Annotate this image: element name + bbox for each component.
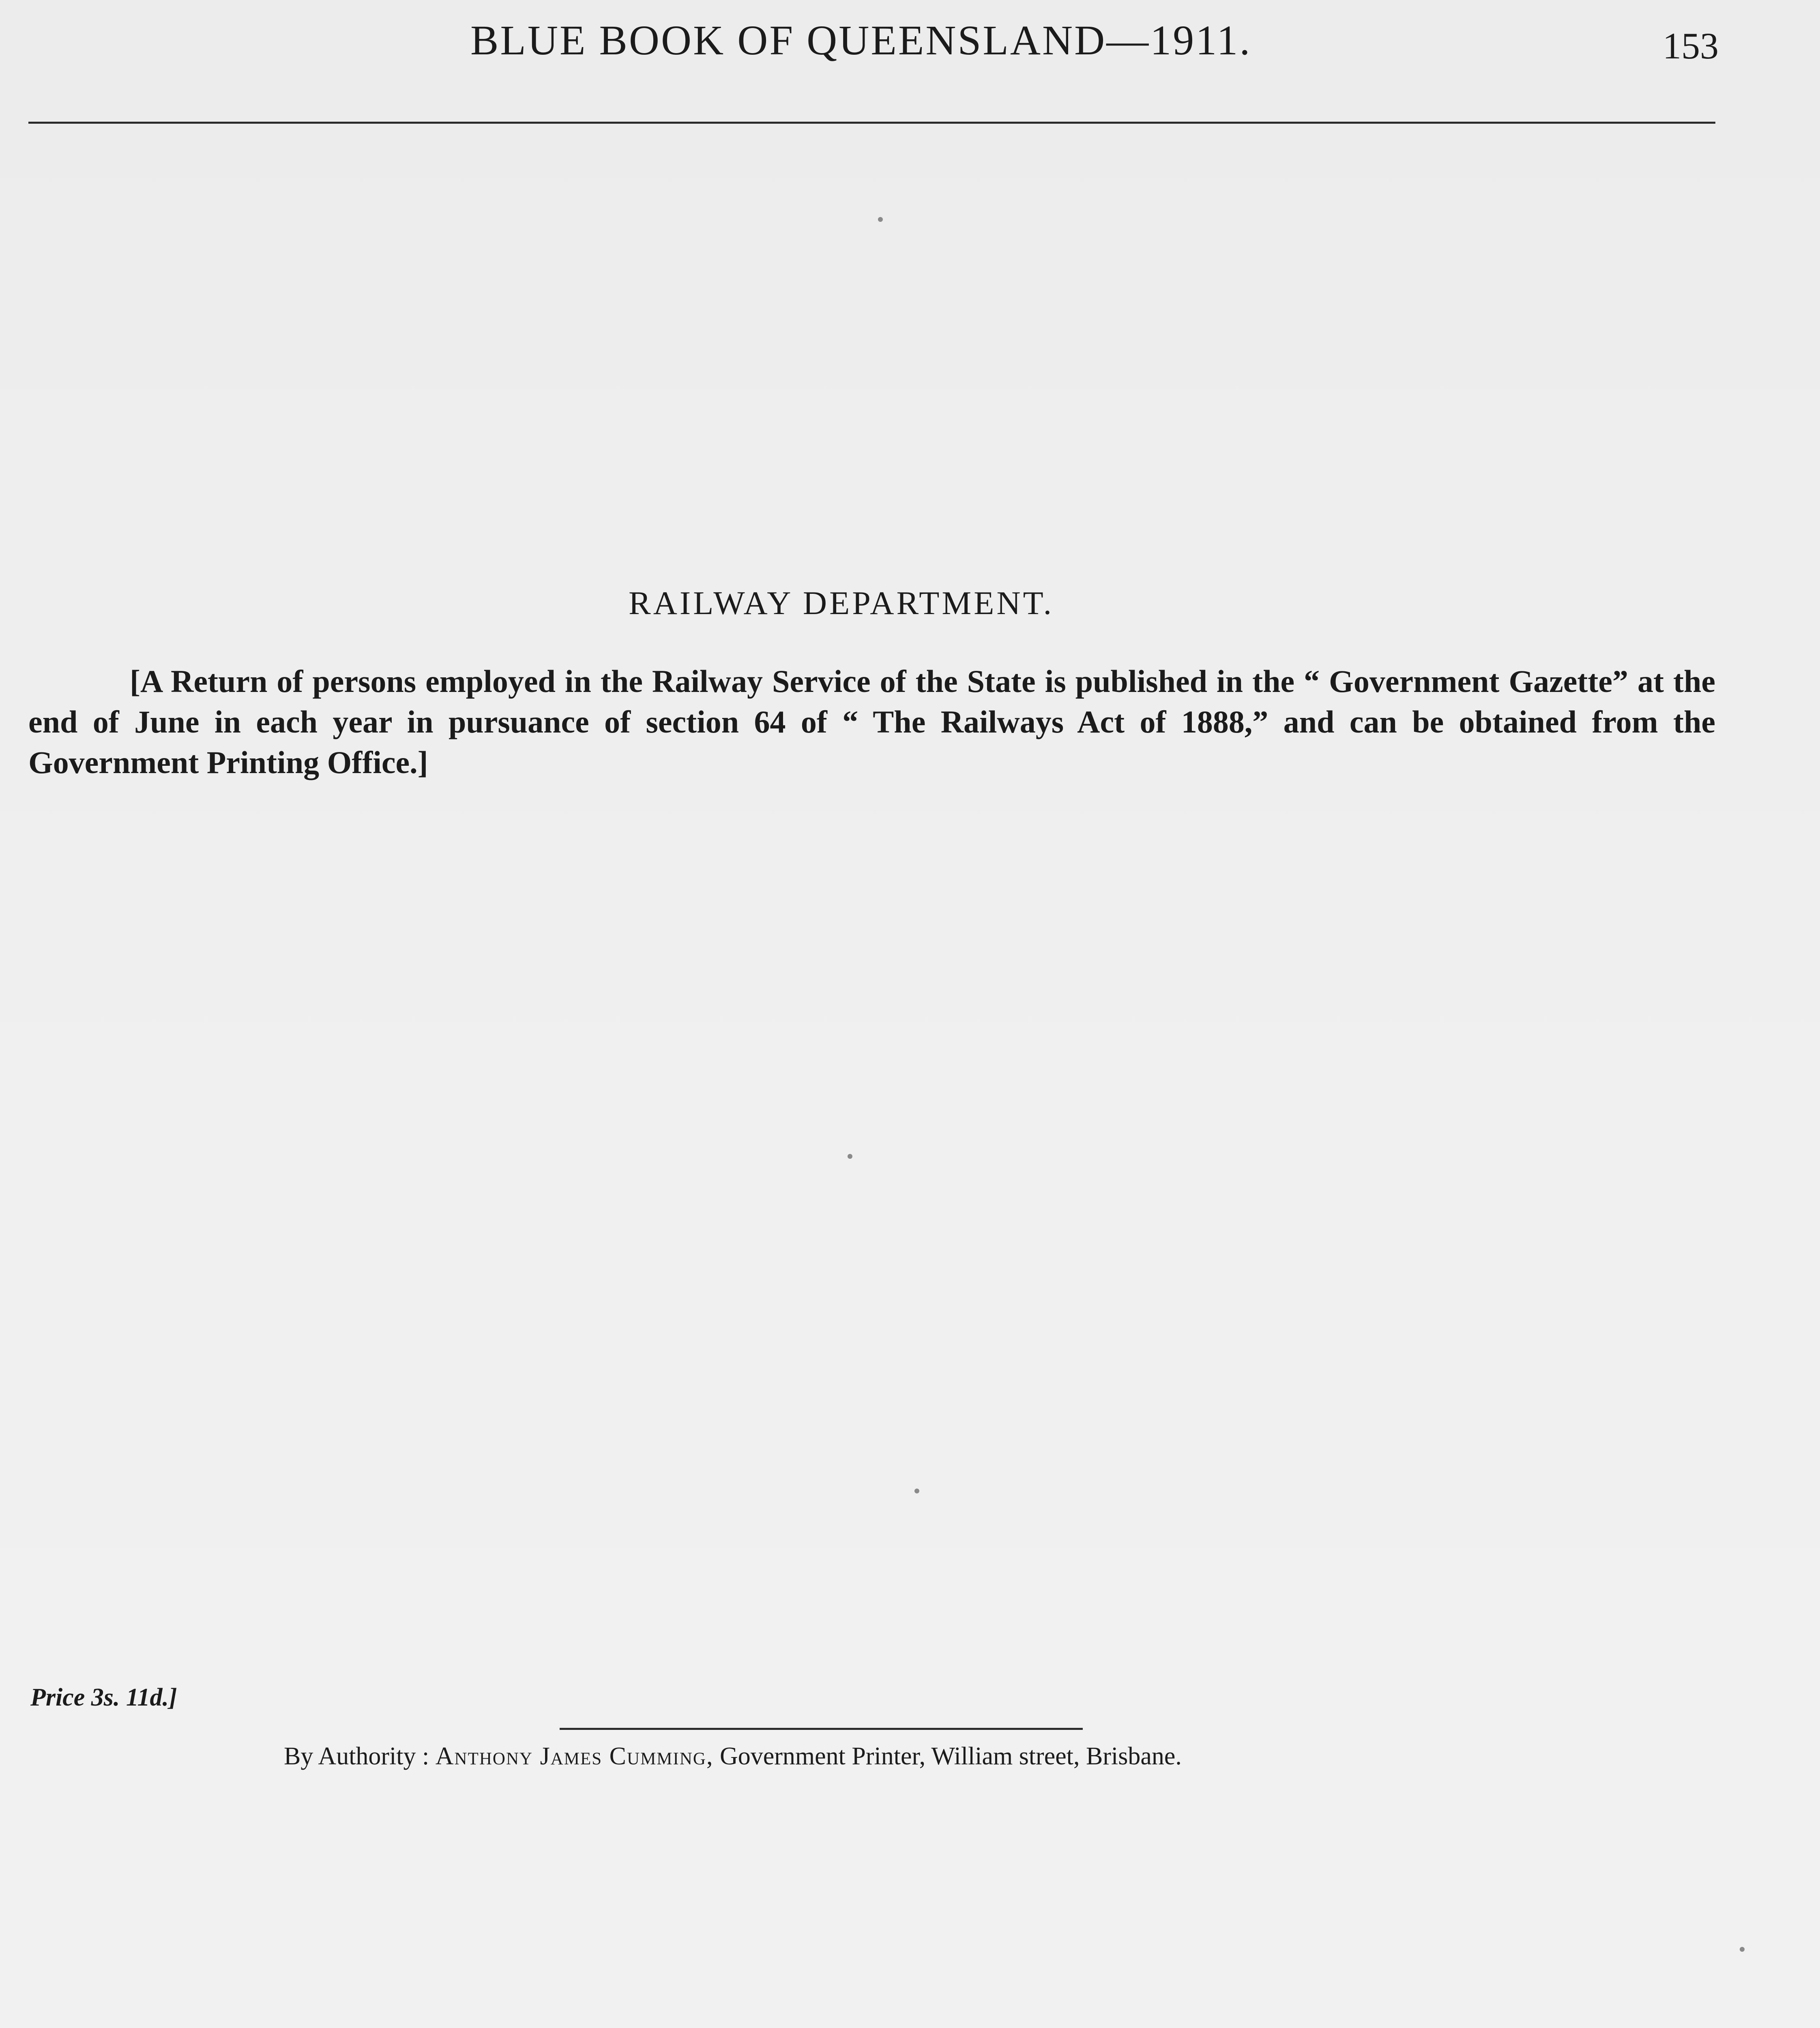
paper-speck <box>878 217 883 222</box>
printer-imprint <box>284 1742 1182 1771</box>
imprint-printer-name: Anthony James Cumming, <box>435 1742 714 1770</box>
paper-speck <box>1740 1947 1745 1952</box>
section-title: RAILWAY DEPARTMENT. <box>629 584 1054 621</box>
paper-speck <box>914 1489 919 1493</box>
imprint-suffix: Government Printer, William street, Brisbane. <box>719 1742 1182 1770</box>
imprint-rule <box>560 1728 1083 1730</box>
header-rule <box>28 122 1715 124</box>
price-note: Price 3s. 11d.] <box>30 1684 177 1711</box>
page-number: 153 <box>1663 25 1719 67</box>
running-title: BLUE BOOK OF QUEENSLAND—1911. <box>470 17 1252 64</box>
section-notice: [A Return of persons employed in the Railway Service of the State is published in the “ Government Gazette” at the end of June in each year in pursuance of section 64 of “ The Railways Act of 1888,” and can be obtained from the Government Printing Office.] <box>28 664 1715 780</box>
imprint-prefix: By Authority : <box>284 1742 429 1770</box>
paper-speck <box>848 1154 852 1159</box>
